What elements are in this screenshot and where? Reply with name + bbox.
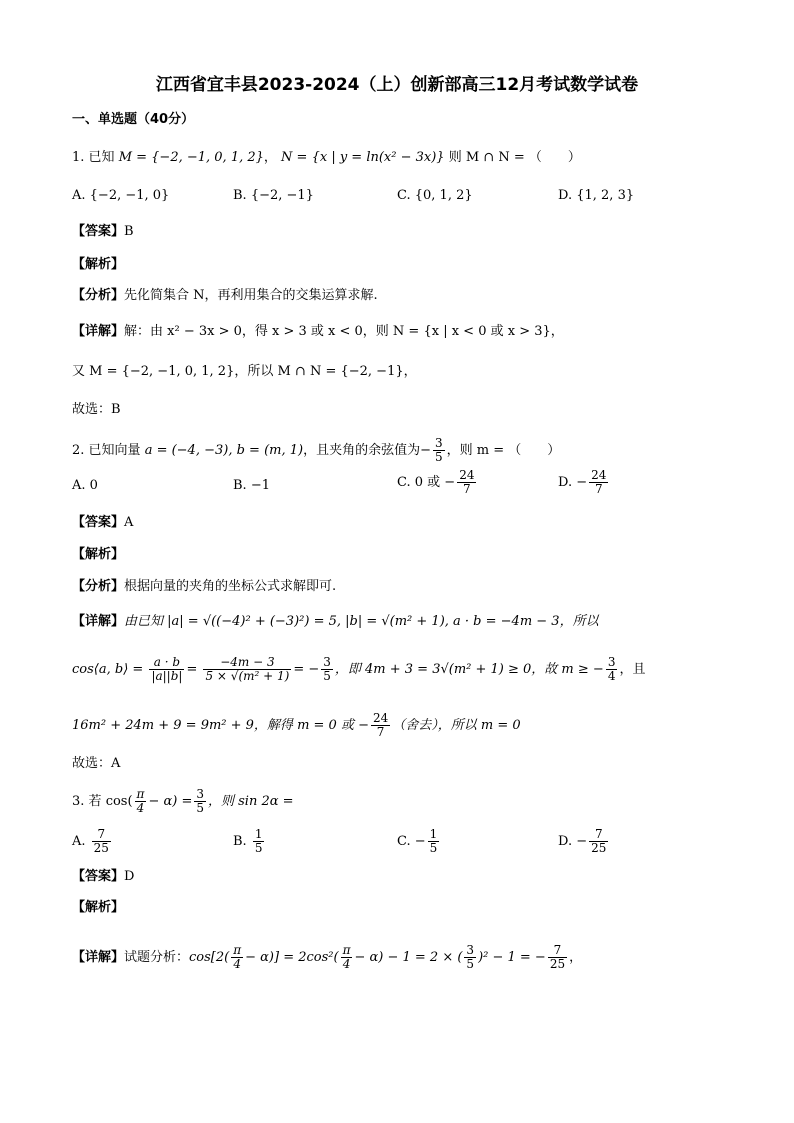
q1-answer <box>72 222 134 242</box>
q2-analysis <box>72 577 336 597</box>
q2-vectors: a = (−4, −3), b = (m, 1) <box>144 443 304 458</box>
section-heading: 一、单选题（40分） <box>72 112 195 127</box>
q3-option-d: D. − $\frac{7}{25}$ <box>558 827 607 855</box>
q1-number: 1. 已知 <box>72 150 115 165</box>
q2-choose-value: A <box>111 756 121 771</box>
q1-choose-value: B <box>111 402 121 417</box>
q2-detail-text-1: 由已知 |a| = √((−4)² + (−3)²) = 5, |b| = √(m² + 1), a · b = −4m − 3，所以 <box>124 614 599 629</box>
question-3: 3. 若 cos( $\frac{\pi}{4}$ − α) = $\frac{3}{5}$ ，则 sin 2α = <box>72 787 294 815</box>
q2-detail-1 <box>72 612 599 632</box>
analysis-label: 【分析】 <box>72 579 125 594</box>
analysis-head-label: 【解析】 <box>72 900 125 915</box>
q3-analysis-head <box>72 898 124 918</box>
analysis-head-label: 【解析】 <box>72 257 125 272</box>
answer-label: 【答案】 <box>72 869 125 884</box>
analysis-head-label: 【解析】 <box>72 547 125 562</box>
q2-detail-2: cos⟨a, b⟩ = $\frac{a \cdot b}{|a||b|}$ = $\frac{-4m - 3}{\text{5 × √(m² + 1)}}$ = − $\frac{3}{5}$ ，即 4m + 3 = 3√(m² + 1) ≥ 0，故 m ≥ − $\frac{3}{4}$ ，且 <box>72 655 646 683</box>
q3-answer-value: D <box>124 869 135 884</box>
detail-label: 【详解】 <box>72 950 125 965</box>
q2-answer <box>72 513 133 533</box>
q1-option-c: C. {0, 1, 2} <box>397 188 473 203</box>
q1-tail: 则 M ∩ N = （ ） <box>448 150 581 165</box>
q2-neg: − <box>420 443 432 458</box>
q2-option-d: D. − $\frac{24}{7}$ <box>558 468 607 496</box>
q2-answer-value: A <box>124 515 134 530</box>
q2-analysis-head <box>72 545 124 565</box>
answer-label: 【答案】 <box>72 515 125 530</box>
detail-label: 【详解】 <box>72 614 125 629</box>
page-title: 江西省宜丰县2023-2024（上）创新部高三12月考试数学试卷 <box>155 75 639 95</box>
q2-tail: ，则 m = （ ） <box>446 443 561 458</box>
q2-mid: ，且夹角的余弦值为 <box>303 443 421 458</box>
q1-option-d: D. {1, 2, 3} <box>558 188 635 203</box>
q3-number: 3. 若 <box>72 794 102 809</box>
choose-label: 故选： <box>72 402 112 417</box>
q3-detail: 【详解】试题分析：cos[2( $\frac{\pi}{4}$ − α)] = 2cos²( $\frac{\pi}{4}$ − α) − 1 = 2 × ( $\frac{3}{5}$ )² − 1 = − $\frac{7}{25}$ ， <box>72 943 583 971</box>
q1-set-m: M = {−2, −1, 0, 1, 2} <box>118 150 264 165</box>
q3-option-a: A. $\frac{7}{25}$ <box>72 827 109 855</box>
question-1: 1. 已知 M = {−2, −1, 0, 1, 2}， N = {x | y = ln(x² − 3x)} 则 M ∩ N = （ ） <box>72 150 581 165</box>
q2-number: 2. 已知向量 <box>72 443 141 458</box>
q2-option-b: B. −1 <box>233 478 270 493</box>
q2-cos-fraction: $\frac{3}{5}$ <box>435 436 443 464</box>
question-2 <box>72 434 560 468</box>
answer-label: 【答案】 <box>72 224 125 239</box>
q3-answer <box>72 867 134 887</box>
q1-answer-value: B <box>124 224 134 239</box>
q1-detail <box>72 322 564 342</box>
q1-analysis-text: 先化简集合 N，再利用集合的交集运算求解. <box>124 288 378 303</box>
q1-analysis-head <box>72 255 124 275</box>
q1-analysis <box>72 286 378 306</box>
q3-option-b: B. $\frac{1}{5}$ <box>233 827 263 855</box>
q1-choose <box>72 400 121 420</box>
q1-option-b: B. {−2, −1} <box>233 188 314 203</box>
q3-tail: ，则 sin 2α = <box>207 794 294 809</box>
detail-label: 【详解】 <box>72 324 125 339</box>
q2-option-c: C. 0 或 − $\frac{24}{7}$ <box>397 468 475 496</box>
choose-label: 故选： <box>72 756 112 771</box>
analysis-label: 【分析】 <box>72 288 125 303</box>
q1-detail-2: 又 M = {−2, −1, 0, 1, 2}，所以 M ∩ N = {−2, −1}， <box>72 364 417 379</box>
q1-detail-line-1: 解：由 x² − 3x > 0，得 x > 3 或 x < 0，则 N = {x | x < 0 或 x > 3}， <box>124 324 564 339</box>
q1-set-n: N = {x | y = ln(x² − 3x)} <box>281 150 445 165</box>
q2-analysis-text: 根据向量的夹角的坐标公式求解即可. <box>124 579 337 594</box>
q3-option-c: C. − $\frac{1}{5}$ <box>397 827 438 855</box>
q2-choose <box>72 754 120 774</box>
q1-option-a: A. {−2, −1, 0} <box>72 188 170 203</box>
q2-detail-3: 16m² + 24m + 9 = 9m² + 9，解得 m = 0 或 − $\frac{24}{7}$ （舍去），所以 m = 0 <box>72 711 521 739</box>
q2-option-a: A. 0 <box>72 478 98 493</box>
